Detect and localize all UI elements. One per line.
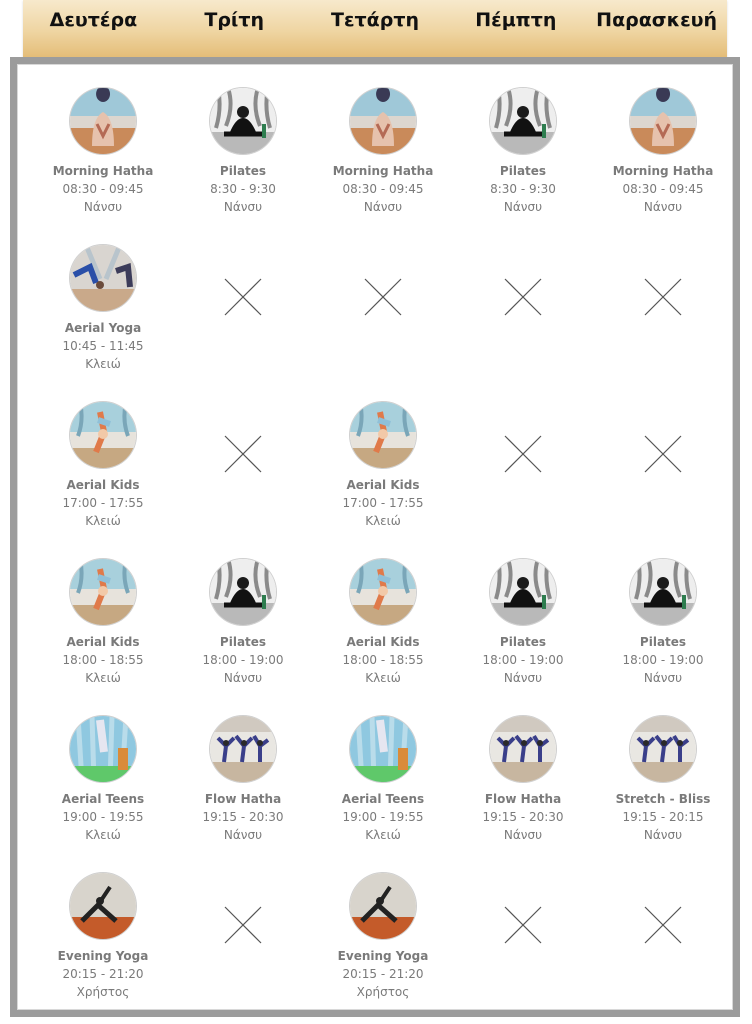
class-photo-kids (350, 559, 416, 625)
empty-slot (173, 228, 313, 385)
class-photo-evening (70, 873, 136, 939)
class-teacher: Νάνσυ (503, 200, 543, 214)
class-card[interactable] (313, 542, 453, 699)
day-header-friday: Παρασκευή (596, 8, 718, 31)
class-teacher: Κλειώ (365, 828, 401, 842)
class-teacher: Νάνσυ (83, 200, 123, 214)
class-name: Aerial Yoga (64, 321, 142, 335)
class-name: Flow Hatha (484, 792, 562, 806)
class-name: Aerial Kids (346, 635, 420, 649)
class-teacher: Νάνσυ (223, 671, 263, 685)
class-name: Morning Hatha (612, 164, 714, 178)
class-card[interactable] (173, 71, 313, 228)
schedule-row (33, 385, 733, 542)
class-photo-pilates (210, 559, 276, 625)
class-time: 17:00 - 17:55 (342, 496, 424, 510)
class-time: 18:00 - 19:00 (202, 653, 284, 667)
class-name: Flow Hatha (204, 792, 282, 806)
class-photo-evening (350, 873, 416, 939)
class-card[interactable] (453, 71, 593, 228)
empty-slot (593, 856, 733, 1013)
no-class-x-icon (643, 277, 683, 317)
class-time: 17:00 - 17:55 (62, 496, 144, 510)
day-header-thursday: Πέμπτη (475, 8, 557, 31)
class-photo-pilates (490, 559, 556, 625)
class-card[interactable] (313, 856, 453, 1013)
empty-slot (593, 228, 733, 385)
class-time: 18:00 - 19:00 (482, 653, 564, 667)
class-photo-pilates (490, 88, 556, 154)
no-class-x-icon (503, 434, 543, 474)
class-teacher: Κλειώ (85, 828, 121, 842)
class-name: Pilates (499, 635, 547, 649)
class-name: Morning Hatha (332, 164, 434, 178)
class-card[interactable] (593, 699, 733, 856)
empty-slot (453, 856, 593, 1013)
class-photo-kids (350, 402, 416, 468)
day-header-monday: Δευτέρα (49, 8, 138, 31)
class-time: 08:30 - 09:45 (342, 182, 424, 196)
empty-slot (313, 228, 453, 385)
class-card[interactable] (33, 71, 173, 228)
schedule-grid (33, 71, 733, 1013)
class-card[interactable] (593, 71, 733, 228)
no-class-x-icon (363, 277, 403, 317)
class-photo-teens (350, 716, 416, 782)
class-card[interactable] (33, 542, 173, 699)
class-name: Aerial Kids (346, 478, 420, 492)
class-teacher: Χρήστος (356, 985, 410, 999)
class-teacher: Νάνσυ (223, 828, 263, 842)
no-class-x-icon (643, 434, 683, 474)
class-photo-hatha (70, 88, 136, 154)
day-header-wednesday: Τετάρτη (331, 8, 419, 31)
class-time: 19:15 - 20:30 (482, 810, 564, 824)
schedule-row (33, 699, 733, 856)
class-time: 8:30 - 9:30 (210, 182, 276, 196)
class-photo-kids (70, 402, 136, 468)
class-card[interactable] (33, 699, 173, 856)
class-teacher: Κλειώ (85, 357, 121, 371)
class-card[interactable] (313, 699, 453, 856)
class-name: Evening Yoga (337, 949, 429, 963)
empty-slot (593, 385, 733, 542)
class-photo-pilates (630, 559, 696, 625)
class-time: 19:15 - 20:15 (622, 810, 704, 824)
class-photo-pilates (210, 88, 276, 154)
class-name: Pilates (639, 635, 687, 649)
class-photo-hatha (350, 88, 416, 154)
no-class-x-icon (223, 277, 263, 317)
class-time: 20:15 - 21:20 (62, 967, 144, 981)
class-teacher: Νάνσυ (643, 671, 683, 685)
schedule-row (33, 542, 733, 699)
class-teacher: Νάνσυ (503, 671, 543, 685)
class-teacher: Κλειώ (365, 671, 401, 685)
class-name: Evening Yoga (57, 949, 149, 963)
class-photo-flow (210, 716, 276, 782)
class-time: 20:15 - 21:20 (342, 967, 424, 981)
class-photo-flow (630, 716, 696, 782)
class-name: Pilates (499, 164, 547, 178)
class-card[interactable] (33, 385, 173, 542)
empty-slot (453, 385, 593, 542)
class-card[interactable] (593, 542, 733, 699)
no-class-x-icon (643, 905, 683, 945)
class-teacher: Χρήστος (76, 985, 130, 999)
schedule-row (33, 228, 733, 385)
class-name: Aerial Teens (61, 792, 145, 806)
class-teacher: Νάνσυ (223, 200, 263, 214)
class-time: 19:00 - 19:55 (342, 810, 424, 824)
class-card[interactable] (453, 699, 593, 856)
class-teacher: Νάνσυ (503, 828, 543, 842)
empty-slot (453, 228, 593, 385)
class-name: Stretch - Bliss (615, 792, 711, 806)
class-photo-teens (70, 716, 136, 782)
class-photo-hatha (630, 88, 696, 154)
class-card[interactable] (453, 542, 593, 699)
class-photo-flow (490, 716, 556, 782)
no-class-x-icon (223, 905, 263, 945)
class-card[interactable] (173, 699, 313, 856)
class-name: Aerial Kids (66, 478, 140, 492)
class-time: 18:00 - 18:55 (62, 653, 144, 667)
class-photo-aerial (70, 245, 136, 311)
class-card[interactable] (173, 542, 313, 699)
class-name: Morning Hatha (52, 164, 154, 178)
class-teacher: Κλειώ (85, 514, 121, 528)
class-teacher: Κλειώ (85, 671, 121, 685)
empty-slot (173, 385, 313, 542)
class-card[interactable] (313, 385, 453, 542)
class-teacher: Νάνσυ (643, 828, 683, 842)
class-card[interactable] (33, 856, 173, 1013)
class-name: Aerial Kids (66, 635, 140, 649)
class-name: Pilates (219, 164, 267, 178)
class-time: 18:00 - 18:55 (342, 653, 424, 667)
class-name: Pilates (219, 635, 267, 649)
class-teacher: Νάνσυ (363, 200, 403, 214)
class-name: Aerial Teens (341, 792, 425, 806)
no-class-x-icon (503, 905, 543, 945)
class-time: 19:00 - 19:55 (62, 810, 144, 824)
class-time: 08:30 - 09:45 (62, 182, 144, 196)
no-class-x-icon (223, 434, 263, 474)
schedule-row (33, 856, 733, 1013)
weekday-header (23, 0, 727, 57)
class-photo-kids (70, 559, 136, 625)
class-teacher: Νάνσυ (643, 200, 683, 214)
class-time: 19:15 - 20:30 (202, 810, 284, 824)
no-class-x-icon (503, 277, 543, 317)
class-time: 8:30 - 9:30 (490, 182, 556, 196)
class-time: 18:00 - 19:00 (622, 653, 704, 667)
class-teacher: Κλειώ (365, 514, 401, 528)
class-card[interactable] (313, 71, 453, 228)
class-card[interactable] (33, 228, 173, 385)
day-header-tuesday: Τρίτη (204, 8, 264, 31)
schedule-frame (10, 57, 740, 1017)
class-time: 10:45 - 11:45 (62, 339, 144, 353)
class-time: 08:30 - 09:45 (622, 182, 704, 196)
schedule-row (33, 71, 733, 228)
empty-slot (173, 856, 313, 1013)
